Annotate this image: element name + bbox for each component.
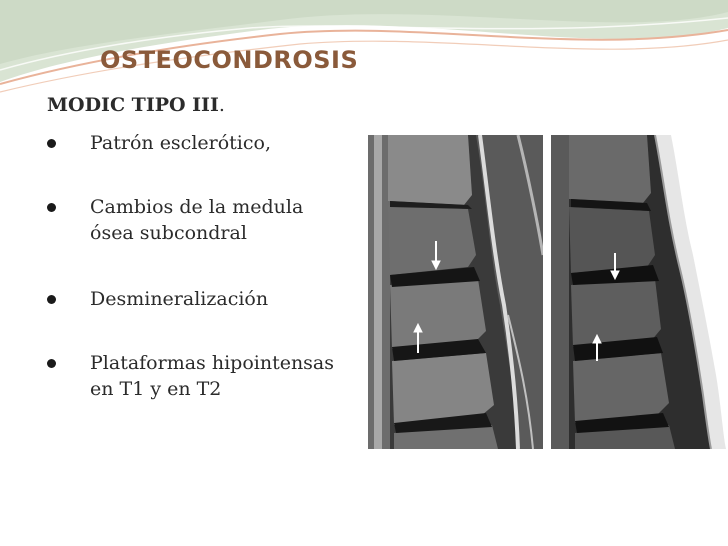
mri-image-t1 (368, 135, 543, 449)
bullet-dot-icon (47, 203, 56, 212)
bullet-text: Cambios de la medula ósea subcondral (90, 196, 304, 244)
subtitle-text: MODIC TIPO III (47, 94, 219, 116)
bullet-list (47, 130, 347, 402)
bullet-item (47, 286, 347, 312)
slide-title: OSTEOCONDROSIS (100, 46, 359, 74)
bullet-text: Plataformas hipointensas en T1 y en T2 (90, 352, 335, 400)
bullet-text: Patrón esclerótico, (90, 132, 272, 154)
slide-subtitle (47, 94, 225, 116)
bullet-item (47, 350, 347, 402)
bullet-dot-icon (47, 139, 56, 148)
bullet-item (47, 194, 347, 246)
bullet-text: Desmineralización (90, 288, 269, 310)
mri-image-t2 (551, 135, 726, 449)
bullet-dot-icon (47, 295, 56, 304)
subtitle-period: . (218, 94, 225, 116)
bullet-dot-icon (47, 359, 56, 368)
bullet-item (47, 130, 347, 156)
